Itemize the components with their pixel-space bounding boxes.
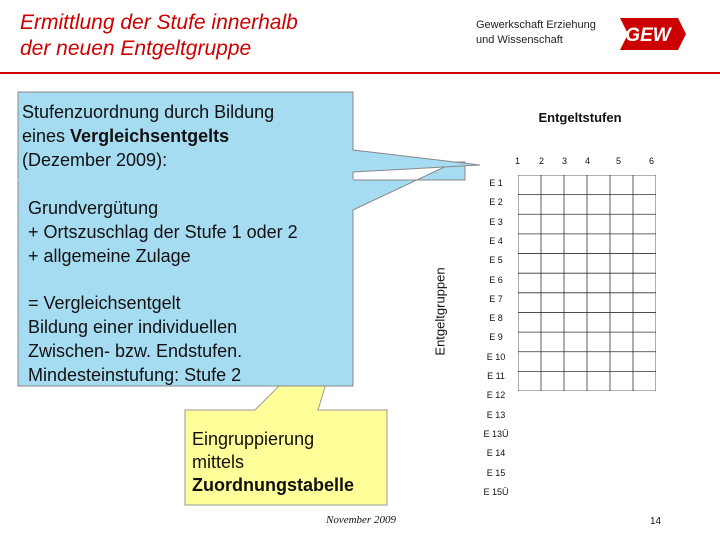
bubble1-line2-prefix: eines [22,126,71,146]
page-number: 14 [650,516,662,527]
gruppe-label: E 15 [486,467,506,478]
stufe-header: 3 [562,156,568,166]
gruppe-label: E 11 [487,371,505,381]
org-line-1: Gewerkschaft Erziehung [476,19,596,31]
gruppe-label: E 12 [486,390,506,401]
gruppe-label: E 4 [489,235,503,246]
bubble3-line1: = Vergleichsentgelt [28,293,181,313]
logo-text: GEW [625,25,671,46]
gruppe-label: E 15Ü [483,486,509,497]
bubble-grundverguetung [28,196,348,268]
bubble4-line1: Eingruppierung [192,429,315,449]
org-line-2: und Wissenschaft [476,34,563,46]
bubble3-line2: Bildung einer individuellen [28,317,238,337]
bubble2-line3: + allgemeine Zulage [28,246,191,266]
gruppe-label: E 9 [489,332,503,343]
bubble4-line3: Zuordnungstabelle [192,475,354,495]
gruppe-label: E 7 [489,293,503,304]
bubble-eingruppierung [192,428,382,497]
footer-date: November 2009 [326,514,396,526]
bubble3-line3: Zwischen- bzw. Endstufen. [28,341,243,361]
gruppe-label: E 3 [489,216,503,227]
bubble4-line2: mittels [192,452,245,472]
stufe-header: 6 [649,156,655,166]
bubble-stufenzuordnung [22,100,342,172]
bubble-vergleichsentgelt [28,291,348,387]
table-axis-label: Entgeltgruppen [432,267,448,356]
bubble1-line3: (Dezember 2009): [22,150,168,170]
stufe-header: 4 [585,156,591,166]
bubble2-line2: + Ortszuschlag der Stufe 1 oder 2 [28,222,298,242]
bubble1-line2-bold: Vergleichsentgelts [70,126,230,146]
stufe-header: 2 [539,156,545,166]
gruppe-label: E 13Ü [483,428,509,439]
gruppe-label: E 14 [486,448,506,459]
gruppe-label: E 10 [486,351,506,362]
stufe-header: 1 [515,156,521,166]
gruppe-label: E 1 [489,178,503,188]
gruppe-label: E 8 [489,313,503,324]
gruppe-label: E 5 [489,255,503,266]
stufe-header: 5 [616,156,622,166]
gruppe-label: E 13 [486,409,506,420]
bubble2-line1: Grundvergütung [28,198,159,218]
table-title: Entgeltstufen [538,110,622,125]
title-line-1: Ermittlung der Stufe innerhalb [20,11,298,34]
gruppe-label: E 2 [489,197,503,208]
gruppe-label: E 6 [489,274,503,285]
title-line-2: der neuen Entgeltgruppe [20,37,252,60]
bubble1-line1: Stufenzuordnung durch Bildung [22,102,275,122]
bubble3-line4: Mindesteinstufung: Stufe 2 [28,365,242,385]
bubble1-line2 [22,124,342,148]
assignment-grid [518,175,656,391]
